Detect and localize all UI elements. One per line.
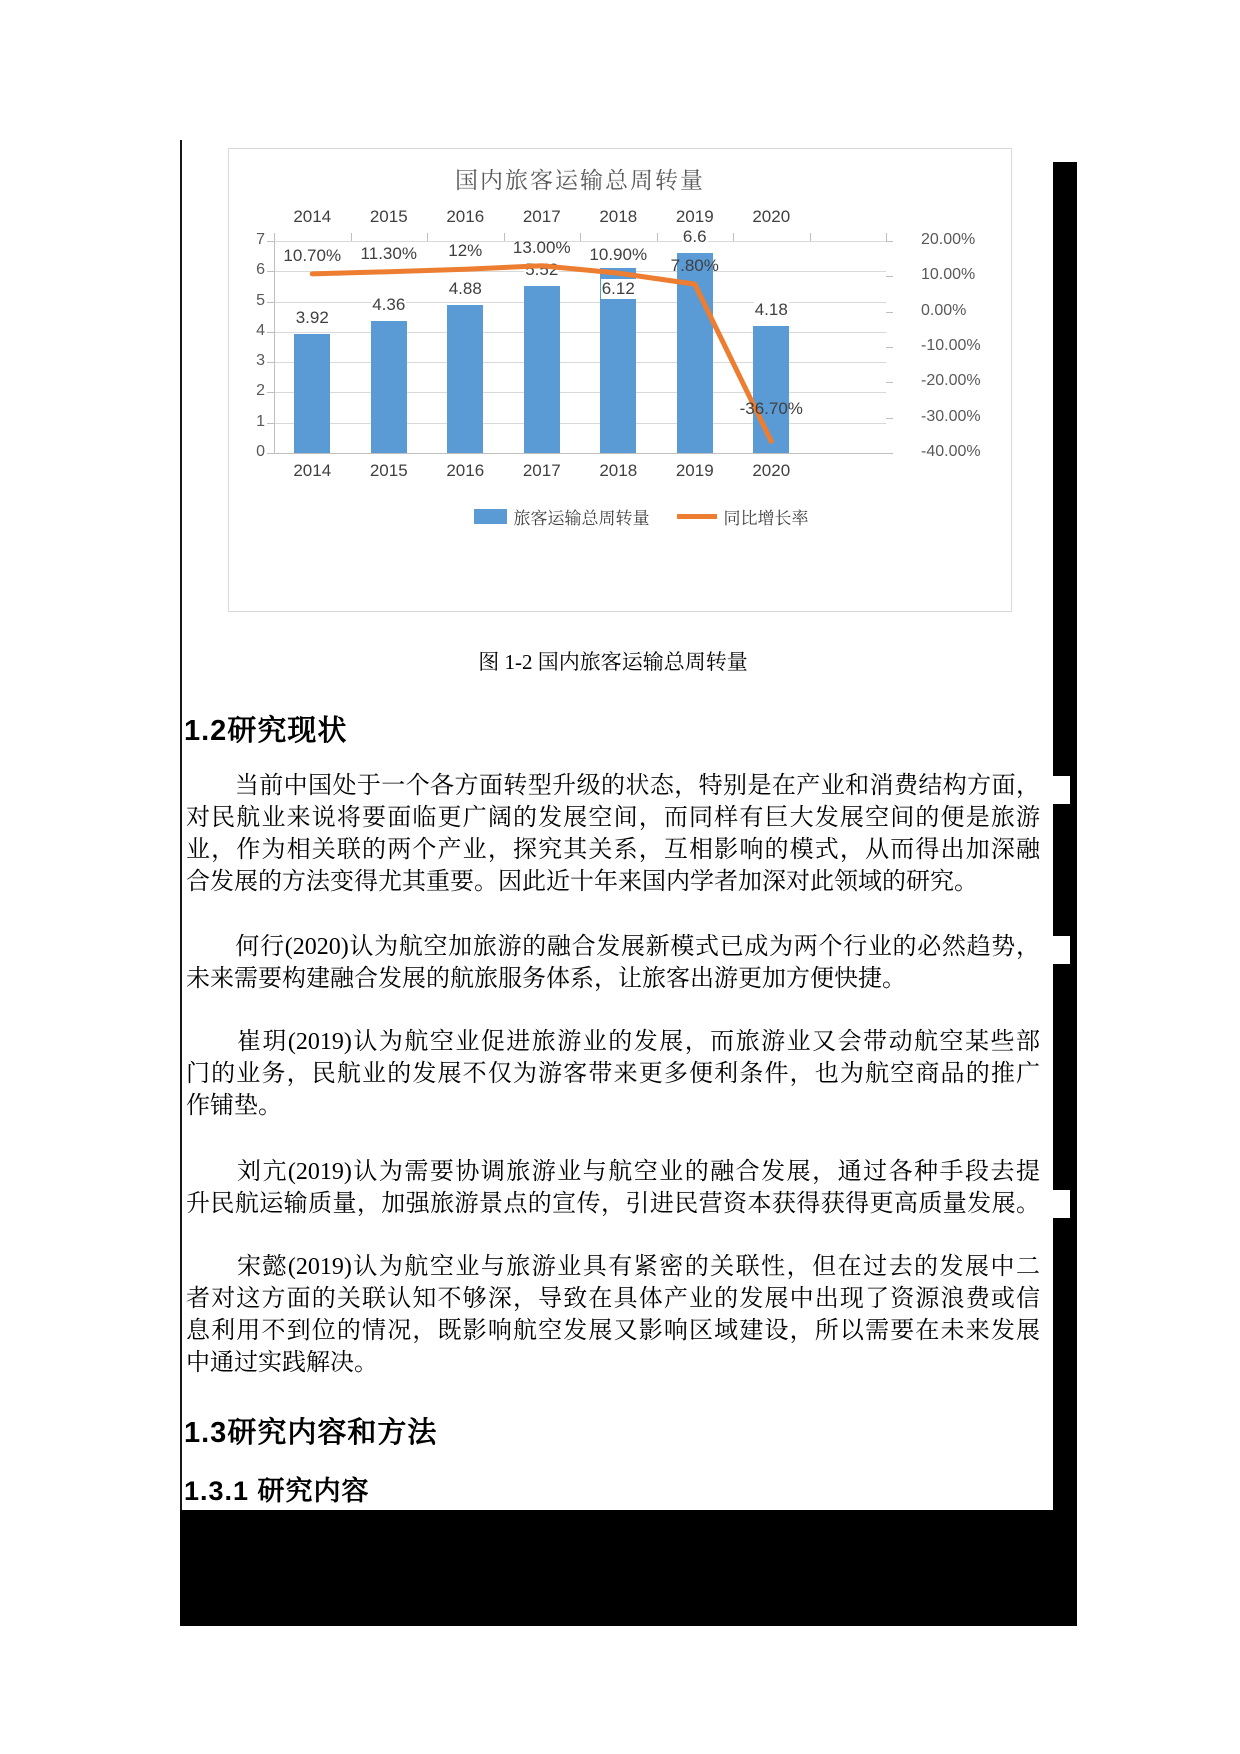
right-axis-tick-label: -30.00% (921, 407, 981, 425)
line-value-label: 13.00% (512, 237, 571, 257)
left-axis-tick (267, 332, 274, 333)
top-axis-year-label: 2019 (675, 207, 714, 226)
top-axis-year-label: 2015 (369, 207, 408, 226)
redaction-bar-notch (1053, 776, 1070, 804)
right-axis-tick-label: -10.00% (921, 337, 981, 354)
text-line: 刘亢(2019)认为需要协调旅游业与航空业的融合发展，通过各种手段去提 (186, 1159, 1040, 1185)
right-axis-tick-label: 0.00% (921, 301, 967, 319)
right-axis-tick (886, 241, 893, 242)
right-axis-tick (886, 347, 893, 348)
right-axis-tick-label: 10.00% (921, 266, 976, 284)
top-axis-tick (351, 233, 352, 241)
right-axis-tick (886, 276, 893, 277)
top-axis-tick (810, 233, 811, 241)
top-axis-year-label: 2020 (752, 207, 791, 226)
left-axis-tick-label: 6 (256, 261, 265, 279)
legend-line-swatch (677, 514, 717, 519)
line-value-label: 10.70% (283, 245, 342, 265)
text-line: 者对这方面的关联认知不够深，导致在具体产业的发展中出现了资源浪费或信 (186, 1286, 1040, 1312)
right-axis-tick-label: -20.00% (921, 372, 981, 390)
line-value-label: 12% (448, 241, 483, 261)
left-axis-tick-label: 2 (256, 382, 265, 400)
left-axis-tick (267, 453, 274, 454)
top-axis-year-label: 2017 (522, 207, 561, 226)
bottom-axis-year-label: 2017 (522, 461, 561, 480)
top-axis-year-label: 2014 (293, 207, 332, 226)
text-line: 息利用不到位的情况，既影响航空发展又影响区域建设，所以需要在未来发展 (186, 1318, 1040, 1344)
right-axis-tick (886, 453, 893, 454)
text-line: 宋懿(2019)认为航空业与旅游业具有紧密的关联性，但在过去的发展中二 (186, 1254, 1040, 1280)
line-value-label: 10.90% (589, 245, 648, 265)
left-axis-tick (267, 423, 274, 424)
text-line: 作铺垫。 (186, 1093, 282, 1119)
left-axis-tick-label: 7 (256, 231, 265, 248)
legend-bar-swatch (474, 509, 507, 524)
section-heading-1-2: 1.2研究现状 (184, 715, 348, 747)
top-axis-tick (274, 233, 275, 241)
redaction-bar-notch (1053, 1190, 1070, 1218)
page-left-border (180, 140, 182, 1510)
legend-line-label: 同比增长率 (723, 509, 809, 528)
left-axis-tick-label: 0 (256, 443, 265, 460)
bar-value: 6.12 (601, 279, 635, 299)
section-heading-1-3: 1.3研究内容和方法 (184, 1417, 438, 1449)
right-axis-tick (886, 418, 893, 419)
bar-value: 4.36 (372, 294, 406, 314)
bar-value: 4.18 (754, 300, 788, 320)
left-axis-tick (267, 362, 274, 363)
paragraph-songyi-2019 (186, 1251, 1040, 1379)
text-line: 未来需要构建融合发展的航旅服务体系，让旅客出游更加方便快捷。 (186, 966, 906, 992)
text-line: 中通过实践解决。 (186, 1350, 378, 1376)
chart-title: 国内旅客运输总周转量 (455, 167, 705, 193)
left-axis-tick (267, 271, 274, 272)
paragraph-cuiyue-2019 (186, 1026, 1040, 1122)
bottom-axis-year-label: 2019 (675, 461, 714, 480)
text-line: 当前中国处于一个各方面转型升级的状态，特别是在产业和消费结构方面， (186, 773, 1040, 799)
paragraph-research-status (186, 770, 1040, 898)
top-axis-year-label: 2018 (599, 207, 638, 226)
left-axis-tick (267, 392, 274, 393)
bar-value: 4.88 (448, 279, 482, 299)
line-value-label: 7.80% (670, 256, 719, 276)
line-value-label: 11.30% (360, 243, 417, 263)
text-line: 何行(2020)认为航空加旅游的融合发展新模式已成为两个行业的必然趋势， (186, 934, 1040, 960)
bar-value: 6.6 (682, 227, 707, 247)
left-axis-tick-label: 5 (256, 291, 265, 309)
left-axis-tick-label: 1 (256, 412, 265, 430)
text-line: 崔玥(2019)认为航空业促进旅游业的发展，而旅游业又会带动航空某些部 (186, 1029, 1040, 1055)
left-axis-tick-label: 3 (256, 352, 265, 370)
left-axis-tick (267, 241, 274, 242)
paragraph-liukang-2019 (186, 1156, 1040, 1220)
right-axis-tick-label: 20.00% (921, 231, 976, 248)
redaction-bar-notch (1053, 936, 1070, 964)
figure-caption: 图 1-2 国内旅客运输总周转量 (478, 650, 748, 674)
line-value-label: -36.70% (739, 399, 803, 419)
top-axis-year-label: 2016 (446, 207, 485, 226)
bottom-axis-year-label: 2016 (446, 461, 485, 480)
left-axis-tick (267, 302, 274, 303)
text-line: 业，作为相关联的两个产业，探究其关系，互相影响的模式，从而得出加深融 (186, 837, 1040, 863)
bottom-axis-year-label: 2018 (599, 461, 638, 480)
bottom-axis-year-label: 2014 (293, 461, 332, 480)
text-line: 对民航业来说将要面临更广阔的发展空间，而同样有巨大发展空间的便是旅游 (186, 805, 1040, 831)
chart-legend (274, 504, 1008, 529)
bottom-axis-year-label: 2015 (369, 461, 408, 480)
top-axis-tick (427, 233, 428, 241)
right-axis-tick (886, 312, 893, 313)
text-line: 门的业务，民航业的发展不仅为游客带来更多便利条件，也为航空商品的推广 (186, 1061, 1040, 1087)
chart-gridline (274, 453, 886, 454)
right-axis-tick-label: -40.00% (921, 443, 981, 460)
bar-value: 3.92 (295, 308, 329, 328)
redaction-block-bottom (180, 1510, 1077, 1626)
legend-bar-label: 旅客运输总周转量 (513, 509, 650, 528)
text-line: 升民航运输质量，加强旅游景点的宣传，引进民营资本获得获得更高质量发展。 (186, 1191, 1040, 1217)
paragraph-hexing-2020 (186, 931, 1040, 995)
right-axis-tick (886, 382, 893, 383)
redaction-bar-right (1053, 162, 1077, 1510)
text-line: 合发展的方法变得尤其重要。因此近十年来国内学者加深对此领域的研究。 (186, 869, 978, 895)
chart-figure (228, 148, 1012, 612)
bar-value: 5.52 (525, 259, 559, 279)
section-heading-1-3-1: 1.3.1 研究内容 (184, 1476, 370, 1506)
left-axis-tick-label: 4 (256, 321, 265, 339)
top-axis-tick (886, 233, 887, 241)
bottom-axis-year-label: 2020 (752, 461, 791, 480)
growth-rate-line (274, 241, 886, 453)
